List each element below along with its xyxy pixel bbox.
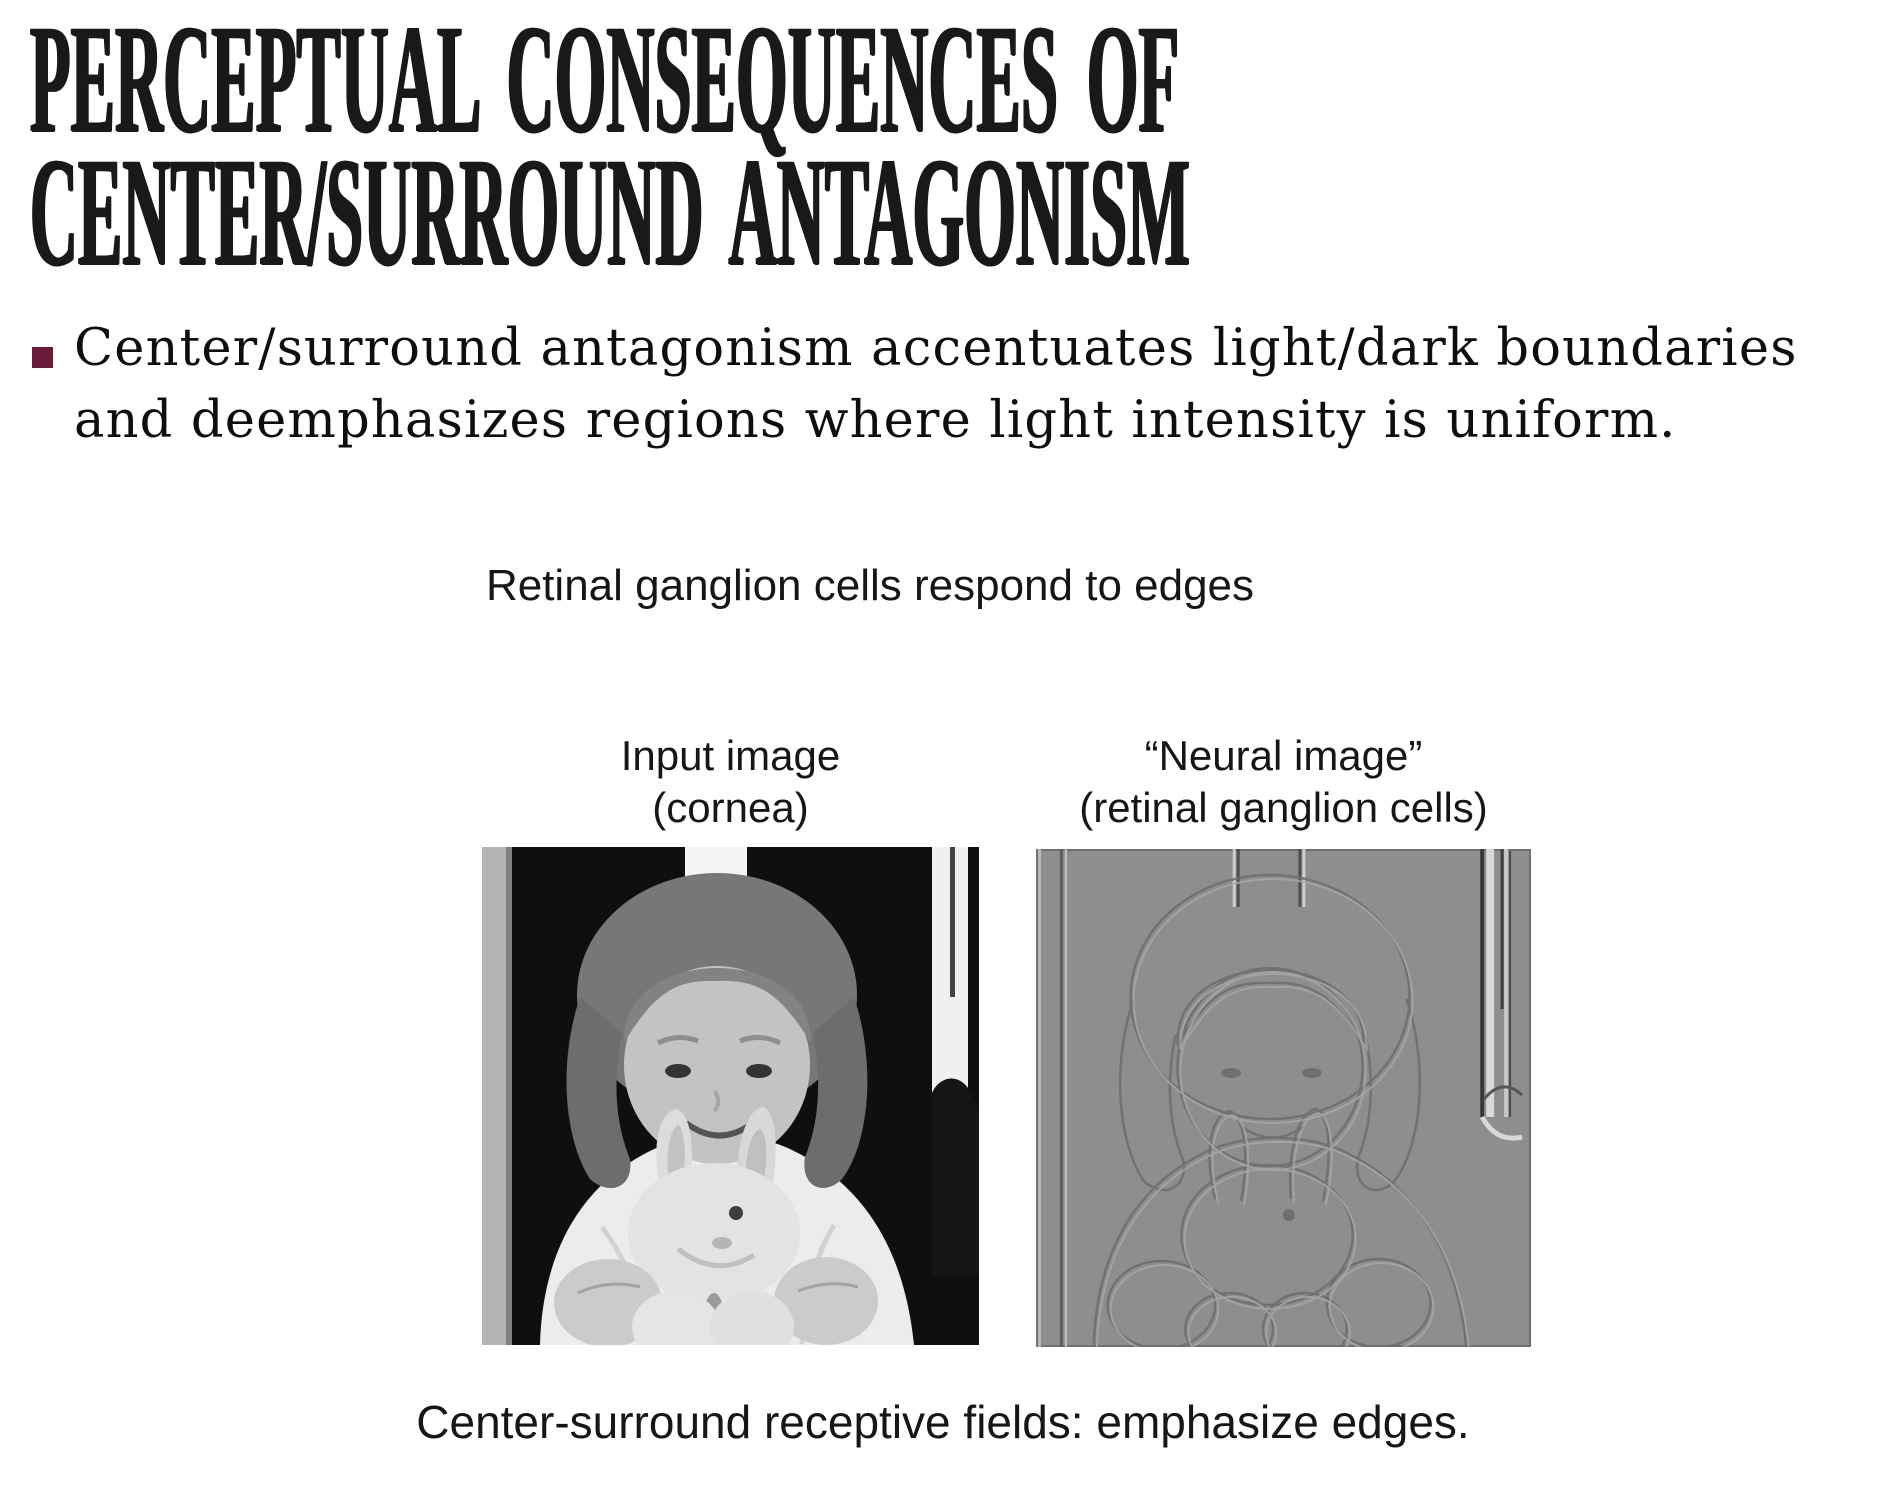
slide-title (30, 0, 1886, 298)
input-image-label (482, 730, 979, 834)
neural-image-label-line-2: (retinal ganglion cells) (1079, 784, 1488, 831)
figure-heading: Retinal ganglion cells respond to edges (485, 561, 1255, 610)
input-image-label-line-1: Input image (620, 732, 841, 779)
bullet-text (74, 313, 1798, 457)
bullet-text-line-1: Center/surround antagonism accentuates light/dark boundaries (74, 319, 1798, 378)
neural-image-photo (1036, 849, 1531, 1347)
input-image-photo (482, 847, 979, 1345)
figure-caption: Center-surround receptive fields: emphasize edges. (416, 1396, 1470, 1448)
bullet-marker-icon (32, 347, 53, 368)
title-line-1: PERCEPTUAL CONSEQUENCES OF (30, 0, 1180, 165)
neural-image-label-line-1: “Neural image” (1144, 732, 1423, 779)
bullet-text-line-2: and deemphasizes regions where light intensity is uniform. (74, 391, 1677, 450)
bullet-item (32, 313, 1798, 457)
input-image-label-line-2: (cornea) (652, 784, 809, 831)
title-line-2: CENTER/SURROUND ANTAGONISM (30, 125, 1191, 298)
neural-image-label (1036, 730, 1531, 834)
